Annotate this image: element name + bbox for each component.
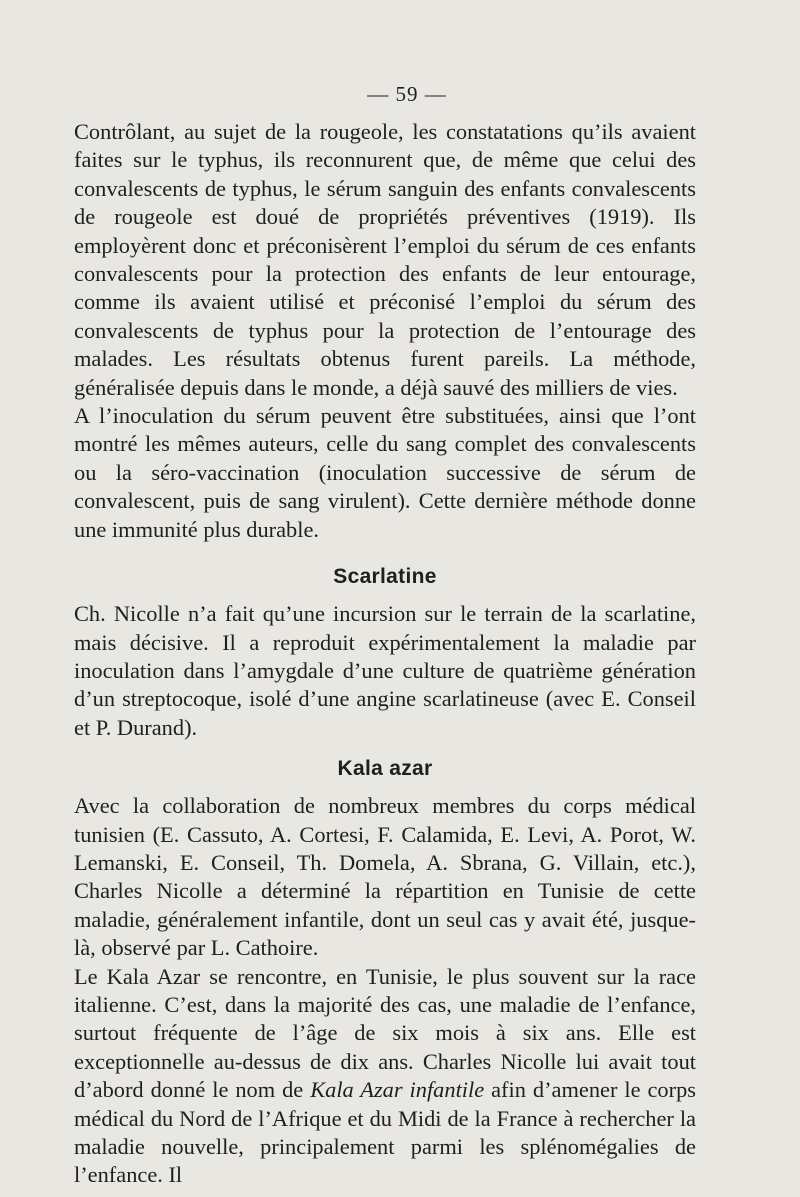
italic-disease-name: Kala Azar infantile: [310, 1077, 485, 1103]
paragraph-kala-azar-collaboration: Avec la collaboration de nombreux membres du corps médical tunisien (E. Cassuto, A. Cortesi, F. Calamida, E. Levi, A. Porot, W. Lemanski, E. Conseil, Th. Domela, A. Sbrana, G. Villain, etc.), Charles Nicolle a déterminé la répartition en Tunisie de cette maladie, généralement infantile, dont un seul cas y avait été, jusque-là, observé par L. Cathoire.: [74, 793, 696, 961]
paragraph-text-end: afin d’amener le corps médical du Nord de l’Afrique et du Midi de la France à rechercher la maladie nouvelle, principalement parmi les splénomégalies de l’enfance. Il: [74, 1077, 696, 1188]
page-number: — 59 —: [367, 82, 447, 106]
section-heading-scarlatine: Scarlatine: [333, 565, 437, 589]
paragraph-scarlatine: Ch. Nicolle n’a fait qu’une incursion sur le terrain de la scarlatine, mais décisive. Il a reproduit expérimentalement la maladie par inoculation dans l’amygdale d’une culture de quatrième génération d’un streptocoque, isolé d’une angine scarlatineuse (avec E. Conseil et P. Durand).: [74, 601, 696, 740]
paragraph-inoculation: A l’inoculation du sérum peuvent être substituées, ainsi que l’ont montré les mêmes auteurs, celle du sang complet des convalescents ou la séro-vaccination (inoculation successive de sérum de convalescent, puis de sang virulent). Cette dernière méthode donne une immunité plus durable.: [74, 403, 696, 542]
section-heading-kala-azar: Kala azar: [337, 757, 433, 781]
paragraph-text-start: Le Kala Azar se rencontre, en Tunisie, le plus souvent sur la race italienne. C’est, dans la majorité des cas, une maladie de l’enfance, surtout fréquente de l’âge de six mois à six ans. Elle est exceptionnelle au-dessus de dix ans. Charles Nicolle lui avait tout d’abord donné le nom de: [74, 963, 696, 1103]
paragraph-rougeole: Contrôlant, au sujet de la rougeole, les constatations qu’ils avaient faites sur le typhus, ils reconnurent que, de même que celui des convalescents de typhus, le sérum sanguin des enfants convalescents de rougeole est doué de propriétés préventives (1919). Ils employèrent donc et préconisèrent l’emploi du sérum de ces enfants convalescents pour la protection des enfants de leur entourage, comme ils avaient utilisé et préconisé l’emploi du sérum des convalescents de typhus pour la protection de l’entourage des malades. Les résultats obtenus furent pareils. La méthode, généralisée depuis dans le monde, a déjà sauvé des milliers de vies.: [74, 119, 696, 400]
paragraph-kala-azar-description: [74, 963, 696, 1190]
